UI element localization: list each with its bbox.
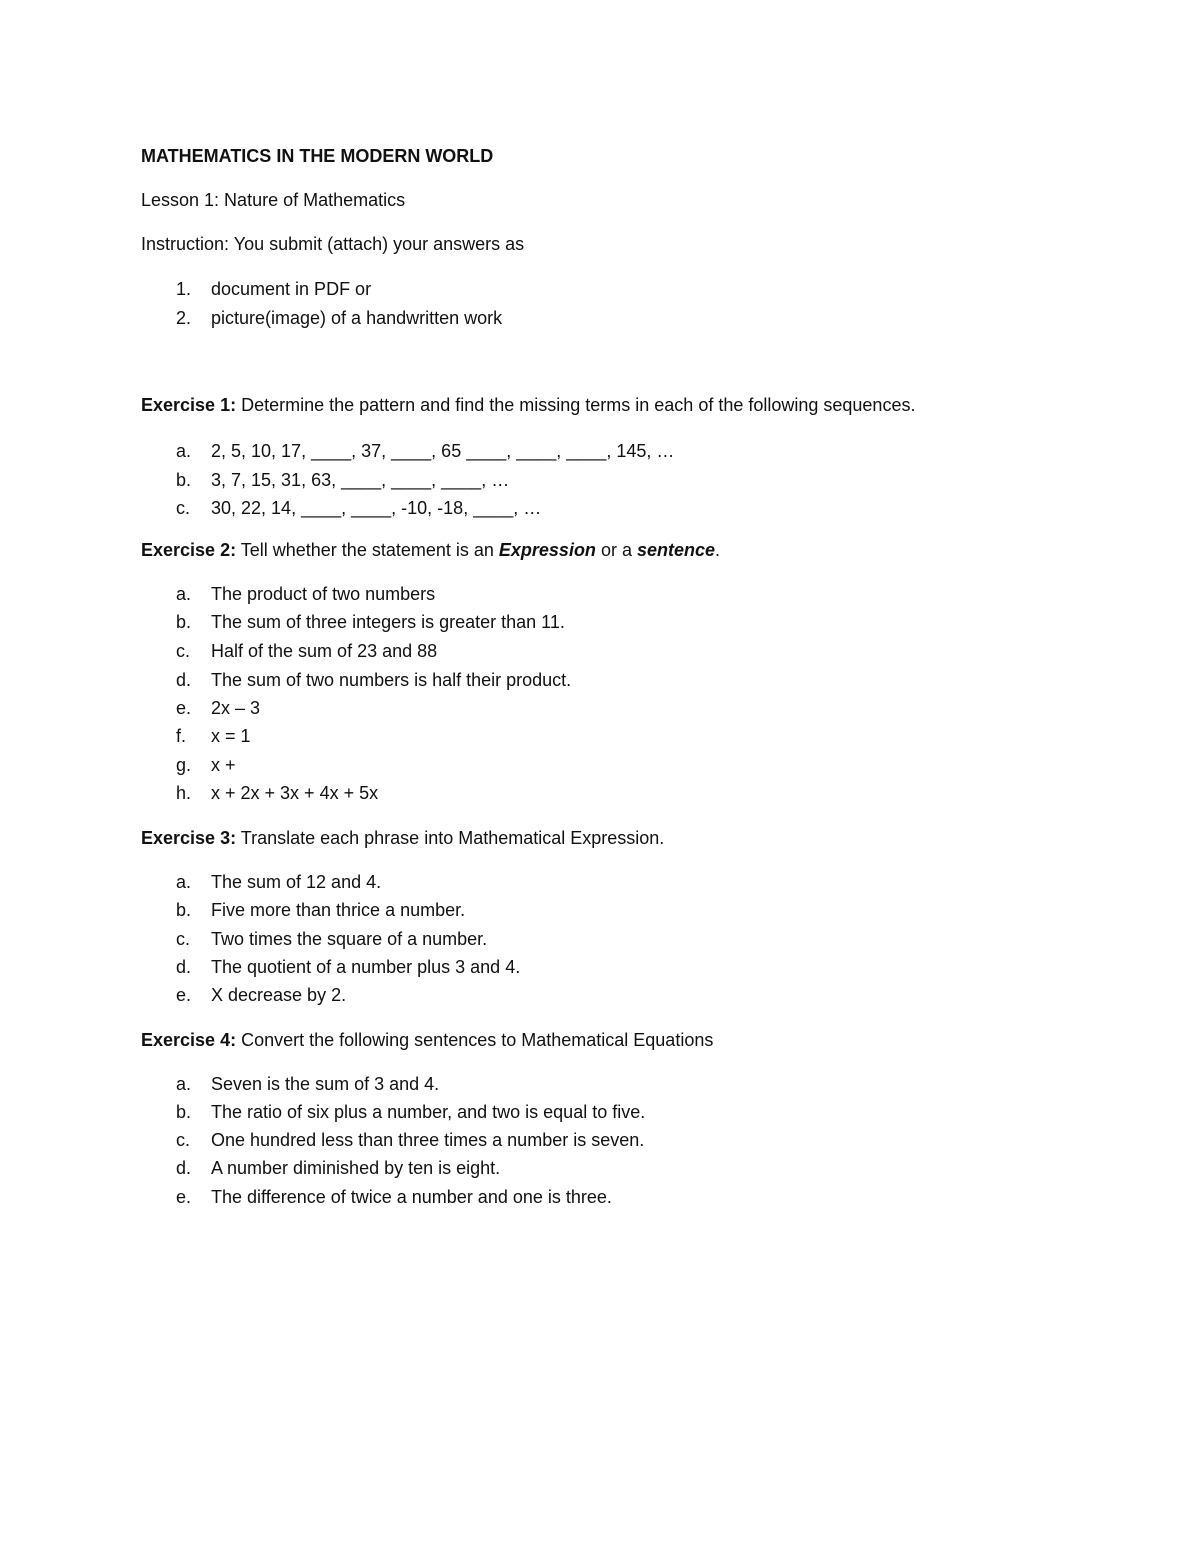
list-marker: 1.: [176, 279, 192, 299]
list-item: x +: [211, 755, 236, 775]
list-marker: e.: [176, 698, 192, 718]
list-marker: 2.: [176, 308, 192, 328]
exercise-2-heading: [141, 539, 720, 561]
list-marker: b.: [176, 612, 192, 632]
list-item: 3, 7, 15, 31, 63, ____, ____, ____, …: [211, 470, 510, 490]
exercise-2-label: Exercise 2:: [141, 540, 237, 560]
list-item: X decrease by 2.: [211, 985, 347, 1005]
list-marker: c.: [176, 929, 191, 949]
list-item: The sum of 12 and 4.: [211, 872, 382, 892]
exercise-2-prompt-mid: or a: [595, 540, 637, 560]
list-item: Five more than thrice a number.: [211, 900, 466, 920]
list-item: The sum of three integers is greater than 11.: [211, 612, 565, 632]
list-marker: f.: [176, 726, 187, 746]
list-item: One hundred less than three times a number is seven.: [211, 1130, 645, 1150]
list-item: 2, 5, 10, 17, ____, 37, ____, 65 ____, ____, ____, 145, …: [211, 441, 675, 461]
list-item: The sum of two numbers is half their product.: [211, 670, 572, 690]
list-marker: c.: [176, 1130, 191, 1150]
exercise-3-label: Exercise 3:: [141, 828, 237, 848]
list-item: Two times the square of a number.: [211, 929, 488, 949]
list-marker: d.: [176, 670, 192, 690]
list-item: document in PDF or: [211, 279, 372, 299]
exercise-4-prompt: Convert the following sentences to Mathematical Equations: [236, 1030, 714, 1050]
list-marker: d.: [176, 1158, 192, 1178]
exercise-3-prompt: Translate each phrase into Mathematical Expression.: [236, 828, 665, 848]
list-item: x + 2x + 3x + 4x + 5x: [211, 783, 379, 803]
list-marker: c.: [176, 641, 191, 661]
exercise-2-emphasis-expression: Expression: [498, 540, 596, 560]
list-item: Half of the sum of 23 and 88: [211, 641, 438, 661]
list-marker: a.: [176, 441, 192, 461]
list-marker: a.: [176, 1074, 192, 1094]
exercise-2-prompt-pre: Tell whether the statement is an: [236, 540, 499, 560]
exercise-4-heading: [141, 1029, 713, 1051]
exercise-1-prompt: Determine the pattern and find the missing terms in each of the following sequences.: [236, 395, 916, 415]
list-item: 30, 22, 14, ____, ____, -10, -18, ____, …: [211, 498, 542, 518]
exercise-3-heading: [141, 827, 664, 849]
exercise-2-emphasis-sentence: sentence: [636, 540, 716, 560]
exercise-1-label: Exercise 1:: [141, 395, 237, 415]
list-item: 2x – 3: [211, 698, 261, 718]
instruction-text: Instruction: You submit (attach) your answers as: [141, 234, 525, 254]
list-item: x = 1: [211, 726, 251, 746]
list-item: The product of two numbers: [211, 584, 436, 604]
exercise-2-prompt-post: .: [715, 540, 721, 560]
list-marker: b.: [176, 470, 192, 490]
list-item: picture(image) of a handwritten work: [211, 308, 503, 328]
list-marker: d.: [176, 957, 192, 977]
list-marker: c.: [176, 498, 191, 518]
list-item: The ratio of six plus a number, and two is equal to five.: [211, 1102, 646, 1122]
list-marker: b.: [176, 1102, 192, 1122]
list-item: The difference of twice a number and one is three.: [211, 1187, 612, 1207]
list-marker: g.: [176, 755, 192, 775]
document-title: MATHEMATICS IN THE MODERN WORLD: [141, 146, 494, 166]
list-item: The quotient of a number plus 3 and 4.: [211, 957, 521, 977]
list-marker: e.: [176, 985, 192, 1005]
list-item: Seven is the sum of 3 and 4.: [211, 1074, 440, 1094]
list-item: A number diminished by ten is eight.: [211, 1158, 501, 1178]
exercise-4-label: Exercise 4:: [141, 1030, 237, 1050]
list-marker: h.: [176, 783, 192, 803]
exercise-1-heading: [141, 394, 915, 416]
list-marker: a.: [176, 584, 192, 604]
list-marker: e.: [176, 1187, 192, 1207]
list-marker: a.: [176, 872, 192, 892]
list-marker: b.: [176, 900, 192, 920]
lesson-heading: Lesson 1: Nature of Mathematics: [141, 190, 406, 210]
